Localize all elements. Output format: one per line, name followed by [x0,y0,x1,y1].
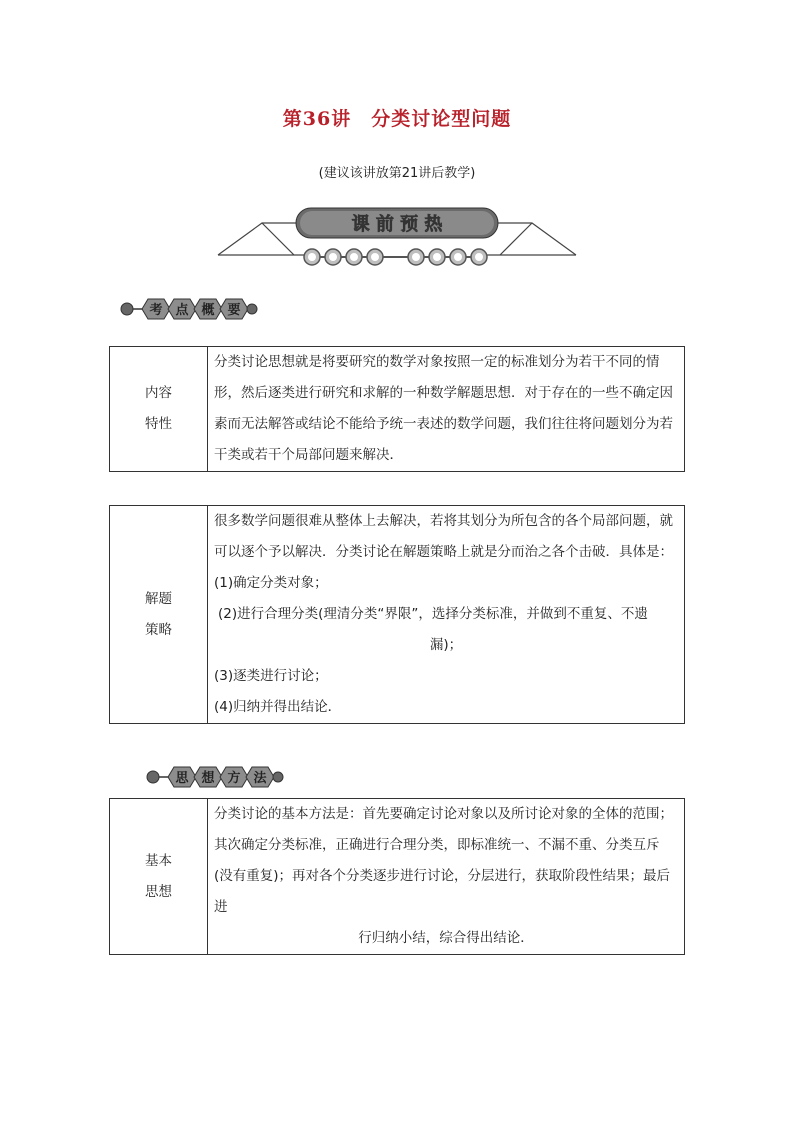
table2-content: 很多数学问题很难从整体上去解决，若将其划分为所包含的各个局部问题，就可以逐个予以解决．分类讨论在解题策略上就是分而治之各个击破．具体是： (1)确定分类对象； (2)进行合理分类(理清分类“界限”，选择分类标准，并做到不重复、不遗 漏)； (3)逐类进行讨论； (4)归纳并得出结论． [208,506,685,724]
kaodian-char-3: 概 [201,303,215,318]
strategy-step-2: (2)进行合理分类(理清分类“界限”，选择分类标准，并做到不重复、不遗 [218,606,648,622]
strategy-step-4: (4)归纳并得出结论． [214,699,342,715]
section-label-kaodian [118,297,258,321]
kaodian-char-2: 点 [175,303,189,318]
strategy-step-2-cont: 漏)； [429,637,463,653]
page-subtitle: (建议该讲放第21讲后教学) [318,166,476,181]
table2-label: 解题 策略 [110,506,208,724]
basic-idea-table [109,798,685,955]
table1-content: 分类讨论思想就是将要研究的数学对象按照一定的标准划分为若干不同的情形，然后逐类进行研究和求解的一种数学解题思想．对于存在的一些不确定因素而无法解答或结论不能给予统一表述的数学问题，我们往往将问题划分为若干类或若干个局部问题来解决． [208,347,685,472]
content-characteristics-table [109,346,685,472]
page-title: 第36讲 分类讨论型问题 [282,108,512,130]
sixiang-char-2: 想 [201,771,215,786]
banner-text: 课 前 预 热 [351,214,443,235]
table1-label: 内容 特性 [110,347,208,472]
kaodian-char-4: 要 [227,303,241,318]
table3-content: 分类讨论的基本方法是：首先要确定讨论对象以及所讨论对象的全体的范围；其次确定分类标准，正确进行合理分类，即标准统一、不漏不重、分类互斥(没有重复)；再对各个分类逐步进行讨论，分层进行，获取阶段性结果；最后进 行归纳小结，综合得出结论． [208,799,685,955]
section-label-sixiang [144,765,284,789]
strategy-step-1: (1)确定分类对象； [214,575,328,591]
problem-strategy-table [109,505,685,724]
strategy-step-3: (3)逐类进行讨论； [214,668,328,684]
sixiang-char-1: 思 [175,771,189,786]
sixiang-char-3: 方 [227,771,241,786]
section-banner [214,205,580,269]
table3-label: 基本 思想 [110,799,208,955]
sixiang-char-4: 法 [253,771,267,786]
kaodian-char-1: 考 [149,303,163,318]
